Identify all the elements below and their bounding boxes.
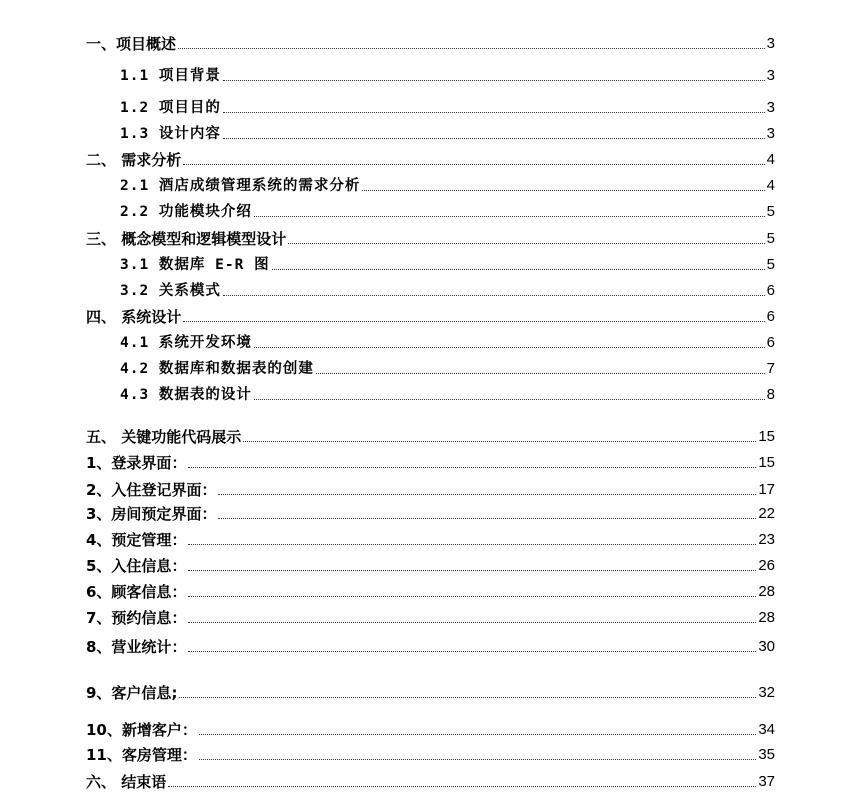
toc-entry-title: 五、 关键功能代码展示 [86, 428, 242, 446]
toc-entry-title: 7、预约信息： [86, 609, 187, 627]
toc-dot-leader [218, 494, 756, 495]
toc-subsection-entry[interactable] [120, 95, 775, 117]
toc-page-number: 4 [766, 151, 775, 168]
toc-entry-title: 9、客户信息; [86, 684, 178, 702]
toc-page-number: 3 [766, 35, 775, 52]
toc-page-number: 3 [766, 99, 775, 116]
toc-subsection-entry[interactable] [120, 278, 775, 300]
toc-page-number: 3 [766, 125, 775, 142]
toc-section-entry[interactable] [86, 147, 775, 169]
toc-subsection-entry[interactable] [120, 356, 775, 378]
toc-section-entry[interactable] [86, 717, 775, 739]
toc-dot-leader [199, 759, 756, 760]
toc-dot-leader [254, 216, 765, 217]
toc-page-number: 8 [766, 386, 775, 403]
toc-entry-title: 4、预定管理： [86, 531, 187, 549]
toc-page-number: 15 [758, 454, 775, 471]
toc-page-number: 28 [758, 583, 775, 600]
toc-page-number: 22 [758, 505, 775, 522]
toc-subsection-entry[interactable] [120, 121, 775, 143]
toc-page-number: 17 [758, 481, 775, 498]
toc-dot-leader [178, 48, 765, 49]
toc-entry-title: 6、顾客信息： [86, 583, 187, 601]
toc-page-number: 26 [758, 557, 775, 574]
toc-dot-leader [243, 441, 756, 442]
toc-dot-leader [168, 786, 756, 787]
toc-dot-leader [188, 596, 756, 597]
toc-section-entry[interactable] [86, 579, 775, 601]
toc-page-number: 6 [766, 282, 775, 299]
toc-entry-title: 一、项目概述 [86, 35, 177, 53]
toc-entry-title: 1.3 设计内容 [120, 126, 221, 142]
toc-subsection-entry[interactable] [120, 382, 775, 404]
toc-subsection-entry[interactable] [120, 330, 775, 352]
toc-dot-leader [272, 269, 765, 270]
toc-dot-leader [223, 295, 765, 296]
toc-page-number: 15 [758, 428, 775, 445]
toc-page-number: 7 [766, 360, 775, 377]
toc-entry-title: 三、 概念模型和逻辑模型设计 [86, 230, 287, 248]
toc-entry-title: 8、营业统计： [86, 638, 187, 656]
toc-section-entry[interactable] [86, 226, 775, 248]
toc-entry-title: 4.2 数据库和数据表的创建 [120, 361, 314, 377]
toc-entry-title: 3.1 数据库 E-R 图 [120, 257, 270, 273]
toc-section-entry[interactable] [86, 527, 775, 549]
toc-page-number: 30 [758, 638, 775, 655]
toc-dot-leader [183, 164, 764, 165]
toc-page-number: 6 [766, 334, 775, 351]
toc-dot-leader [223, 80, 765, 81]
toc-page-number: 23 [758, 531, 775, 548]
toc-dot-leader [362, 190, 764, 191]
toc-page-number: 5 [766, 203, 775, 220]
toc-dot-leader [188, 570, 756, 571]
toc-entry-title: 2、入住登记界面： [86, 481, 217, 499]
toc-page-number: 34 [758, 721, 775, 738]
toc-subsection-entry[interactable] [120, 252, 775, 274]
toc-page-number: 28 [758, 609, 775, 626]
toc-page-number: 5 [766, 256, 775, 273]
toc-entry-title: 5、入住信息： [86, 557, 187, 575]
toc-dot-leader [183, 321, 764, 322]
toc-dot-leader [199, 734, 756, 735]
toc-dot-leader [223, 112, 765, 113]
toc-dot-leader [218, 518, 756, 519]
toc-entry-title: 10、新增客户： [86, 721, 197, 739]
toc-entry-title: 1.1 项目背景 [120, 68, 221, 84]
toc-subsection-entry[interactable] [120, 63, 775, 85]
toc-entry-title: 二、 需求分析 [86, 151, 182, 169]
toc-entry-title: 11、客房管理： [86, 746, 197, 764]
toc-section-entry[interactable] [86, 477, 775, 499]
toc-dot-leader [188, 651, 756, 652]
toc-dot-leader [188, 544, 756, 545]
toc-entry-title: 四、 系统设计 [86, 308, 182, 326]
toc-section-entry[interactable] [86, 605, 775, 627]
toc-section-entry[interactable] [86, 553, 775, 575]
toc-section-entry[interactable] [86, 501, 775, 523]
toc-entry-title: 2.1 酒店成绩管理系统的需求分析 [120, 178, 361, 194]
toc-entry-title: 4.3 数据表的设计 [120, 387, 252, 403]
toc-page-number: 6 [766, 308, 775, 325]
toc-entry-title: 六、 结束语 [86, 773, 167, 791]
toc-page-number: 32 [758, 684, 775, 701]
toc-entry-title: 2.2 功能模块介绍 [120, 204, 252, 220]
toc-section-entry[interactable] [86, 634, 775, 656]
toc-section-entry[interactable] [86, 424, 775, 446]
toc-page-number: 37 [758, 773, 775, 790]
toc-dot-leader [254, 399, 765, 400]
toc-entry-title: 1.2 项目目的 [120, 100, 221, 116]
toc-dot-leader [254, 347, 765, 348]
toc-page-number: 4 [766, 177, 775, 194]
toc-dot-leader [179, 697, 756, 698]
toc-entry-title: 1、登录界面： [86, 454, 187, 472]
toc-dot-leader [316, 373, 765, 374]
toc-subsection-entry[interactable] [120, 173, 775, 195]
toc-entry-title: 3.2 关系模式 [120, 283, 221, 299]
toc-section-entry[interactable] [86, 450, 775, 472]
toc-dot-leader [188, 467, 756, 468]
toc-section-entry[interactable] [86, 304, 775, 326]
toc-entry-title: 4.1 系统开发环境 [120, 335, 252, 351]
toc-subsection-entry[interactable] [120, 199, 775, 221]
toc-section-entry[interactable] [86, 31, 775, 53]
toc-section-entry[interactable] [86, 680, 775, 702]
toc-dot-leader [223, 138, 765, 139]
toc-section-entry[interactable] [86, 742, 775, 764]
toc-entry-title: 3、房间预定界面： [86, 505, 217, 523]
toc-page-number: 3 [766, 67, 775, 84]
toc-page-number: 35 [758, 746, 775, 763]
toc-page-number: 5 [766, 230, 775, 247]
toc-dot-leader [188, 622, 756, 623]
toc-section-entry[interactable] [86, 769, 775, 791]
toc-dot-leader [288, 243, 764, 244]
